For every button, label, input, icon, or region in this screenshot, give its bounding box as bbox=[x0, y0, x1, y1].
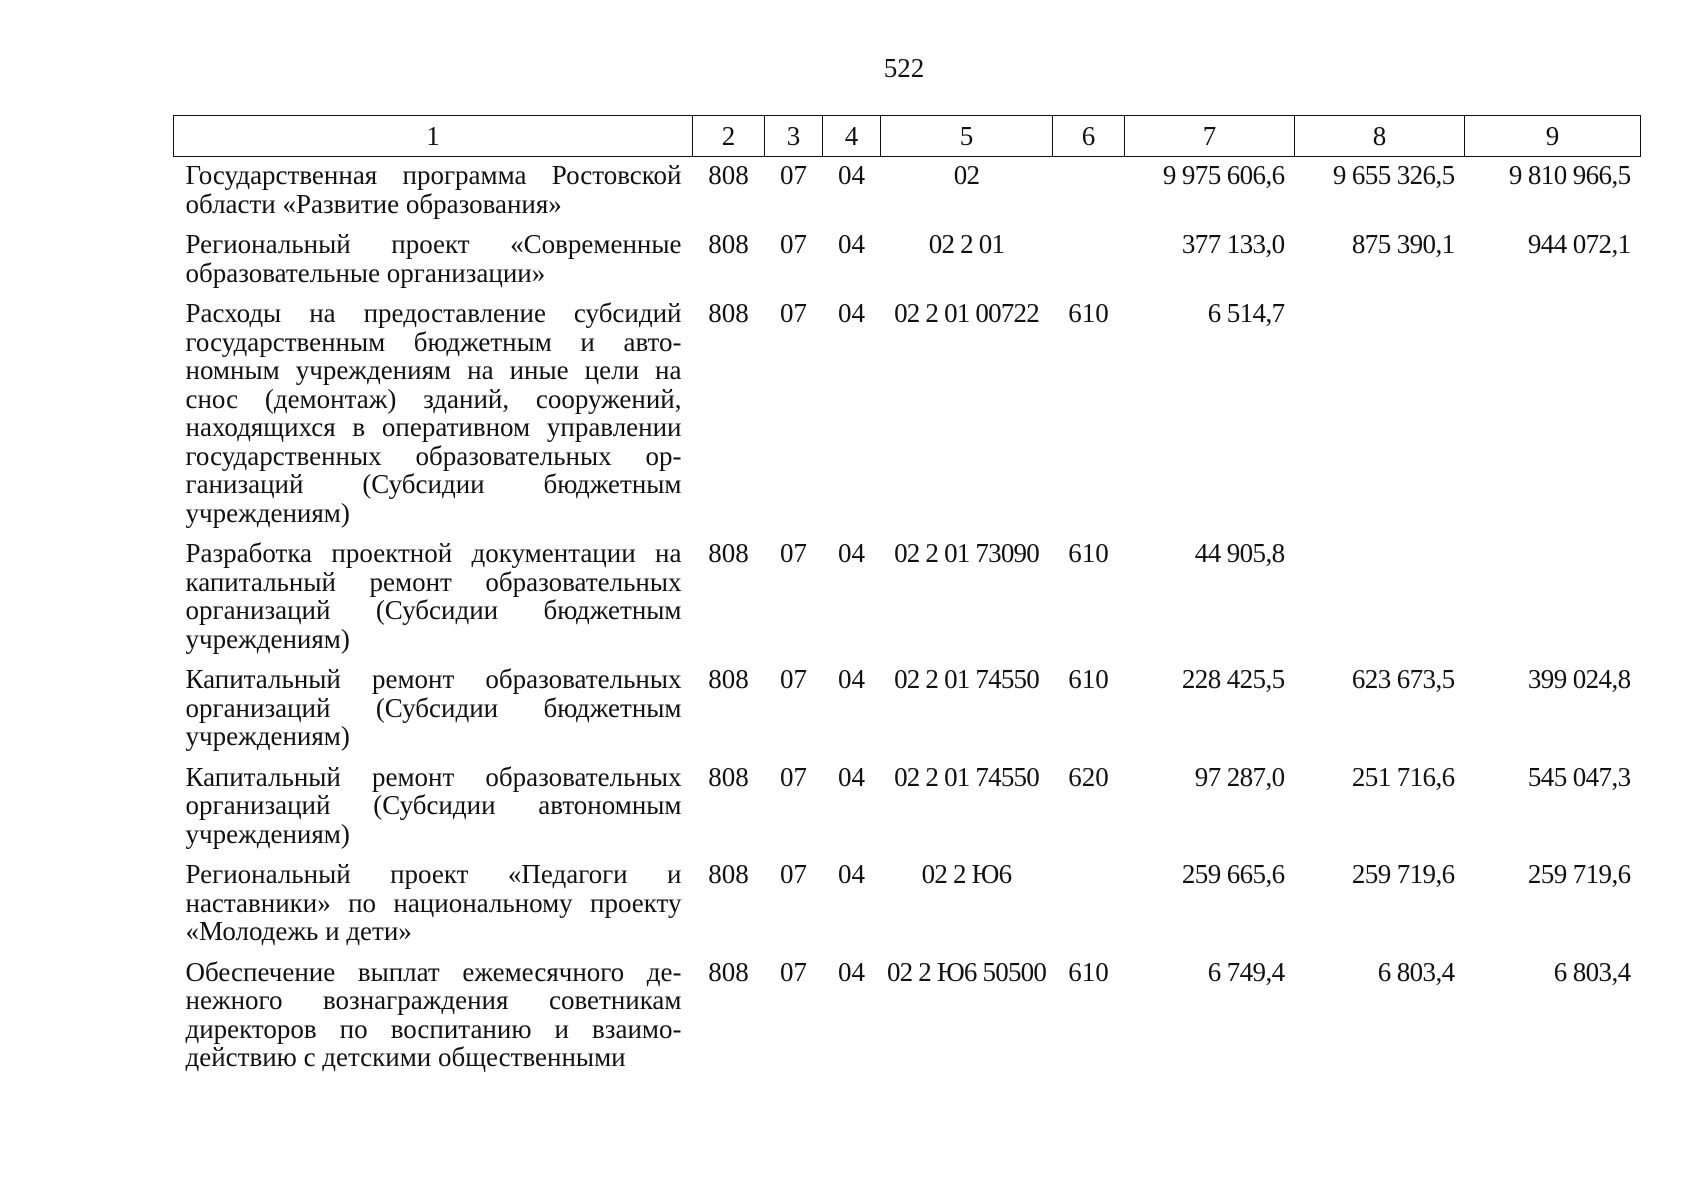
row-name: Расходы на предоставление субсидий государственным бюджетным и автономным учреждениям на иные цели на снос (демонтаж) зданий, сооружений, находящихся в оперативном управлении государственных образовательных организаций (Субсидии бюджетным учреждениям) bbox=[185, 298, 682, 528]
table-row bbox=[174, 535, 1641, 661]
amount-col-8: 251 716,6 bbox=[1351, 761, 1455, 792]
ministry-code: 808 bbox=[708, 298, 749, 328]
column-header-1: 1 bbox=[174, 116, 693, 157]
subsection-code: 04 bbox=[838, 229, 865, 259]
subsection-code: 04 bbox=[838, 538, 865, 568]
amount-col-7: 97 287,0 bbox=[1194, 761, 1285, 792]
ministry-code: 808 bbox=[708, 761, 749, 792]
amount-col-8: 6 803,4 bbox=[1377, 956, 1455, 987]
expense-type-code: 620 bbox=[1068, 761, 1109, 792]
amount-col-7: 6 514,7 bbox=[1207, 298, 1285, 328]
subsection-code: 04 bbox=[838, 859, 865, 889]
amount-col-9: 259 719,6 bbox=[1527, 859, 1631, 889]
ministry-code: 808 bbox=[708, 229, 749, 259]
target-article-code: 02 2 01 00722 bbox=[894, 298, 1039, 328]
column-header-9: 9 bbox=[1465, 116, 1641, 157]
target-article-code: 02 2 01 73090 bbox=[894, 538, 1039, 568]
table-row bbox=[174, 157, 1641, 227]
section-code: 07 bbox=[780, 956, 807, 987]
subsection-code: 04 bbox=[838, 298, 865, 328]
section-code: 07 bbox=[780, 664, 807, 694]
column-header-2: 2 bbox=[693, 116, 765, 157]
row-name: Обеспечение выплат ежемесячного денежного вознаграждения советникам директоров по воспитанию и взаимодействию с детскими общественными bbox=[185, 956, 682, 1072]
amount-col-7: 259 665,6 bbox=[1181, 859, 1285, 889]
table-body bbox=[174, 157, 1641, 1080]
table-row bbox=[174, 661, 1641, 759]
table-header bbox=[174, 116, 1641, 157]
target-article-code: 02 2 01 74550 bbox=[894, 761, 1039, 792]
amount-col-9: 944 072,1 bbox=[1527, 229, 1631, 259]
table-row bbox=[174, 295, 1641, 535]
column-header-7: 7 bbox=[1125, 116, 1295, 157]
row-name: Разработка проектной документации на капитальный ремонт образовательных организаций (Субсидии бюджетным учреждениям) bbox=[185, 538, 682, 654]
table-row bbox=[174, 954, 1641, 1080]
column-header-3: 3 bbox=[765, 116, 823, 157]
expense-type-code bbox=[1053, 856, 1125, 954]
ministry-code: 808 bbox=[708, 956, 749, 987]
row-name: Государственная программа Ростовской области «Развитие образования» bbox=[185, 160, 682, 219]
section-code: 07 bbox=[780, 298, 807, 328]
amount-col-9: 545 047,3 bbox=[1527, 761, 1631, 792]
amount-col-7: 9 975 606,6 bbox=[1162, 160, 1285, 190]
amount-col-8 bbox=[1295, 295, 1465, 535]
subsection-code: 04 bbox=[838, 956, 865, 987]
subsection-code: 04 bbox=[838, 160, 865, 190]
target-article-code: 02 2 01 74550 bbox=[894, 664, 1039, 694]
section-code: 07 bbox=[780, 229, 807, 259]
table-row bbox=[174, 856, 1641, 954]
page-number: 522 bbox=[883, 53, 925, 83]
expense-type-code: 610 bbox=[1068, 664, 1109, 694]
amount-col-8: 875 390,1 bbox=[1351, 229, 1455, 259]
column-header-5: 5 bbox=[881, 116, 1053, 157]
header-row bbox=[174, 116, 1641, 157]
column-header-8: 8 bbox=[1295, 116, 1465, 157]
row-name: Региональный проект «Педагоги и наставники» по национальному проекту «Молодежь и дети» bbox=[185, 859, 682, 946]
row-name: Региональный проект «Современные образовательные организации» bbox=[185, 229, 682, 288]
amount-col-7: 6 749,4 bbox=[1207, 956, 1285, 987]
section-code: 07 bbox=[780, 859, 807, 889]
expense-type-code: 610 bbox=[1068, 298, 1109, 328]
column-header-4: 4 bbox=[823, 116, 881, 157]
amount-col-8 bbox=[1295, 535, 1465, 661]
target-article-code: 02 2 Ю6 bbox=[921, 859, 1012, 889]
row-name: Капитальный ремонт образовательных организаций (Субсидии бюджетным учреждениям) bbox=[185, 664, 682, 751]
expense-type-code bbox=[1053, 226, 1125, 295]
table-row bbox=[174, 759, 1641, 857]
subsection-code: 04 bbox=[838, 761, 865, 792]
row-name: Капитальный ремонт образовательных организаций (Субсидии автономным учреждениям) bbox=[185, 761, 682, 849]
amount-col-9: 9 810 966,5 bbox=[1508, 160, 1631, 190]
amount-col-7: 228 425,5 bbox=[1181, 664, 1285, 694]
target-article-code: 02 2 Ю6 50500 bbox=[886, 956, 1047, 987]
target-article-code: 02 bbox=[953, 160, 980, 190]
column-header-6: 6 bbox=[1053, 116, 1125, 157]
section-code: 07 bbox=[780, 160, 807, 190]
amount-col-9: 6 803,4 bbox=[1553, 956, 1631, 987]
ministry-code: 808 bbox=[708, 538, 749, 568]
amount-col-8: 9 655 326,5 bbox=[1332, 160, 1455, 190]
ministry-code: 808 bbox=[708, 859, 749, 889]
budget-table bbox=[173, 115, 1641, 1080]
ministry-code: 808 bbox=[708, 664, 749, 694]
section-code: 07 bbox=[780, 761, 807, 792]
amount-col-9 bbox=[1465, 295, 1641, 535]
expense-type-code: 610 bbox=[1068, 538, 1109, 568]
amount-col-9 bbox=[1465, 535, 1641, 661]
expense-type-code: 610 bbox=[1068, 956, 1109, 987]
amount-col-7: 44 905,8 bbox=[1194, 538, 1285, 568]
amount-col-8: 623 673,5 bbox=[1351, 664, 1455, 694]
amount-col-9: 399 024,8 bbox=[1527, 664, 1631, 694]
amount-col-7: 377 133,0 bbox=[1181, 229, 1285, 259]
section-code: 07 bbox=[780, 538, 807, 568]
subsection-code: 04 bbox=[838, 664, 865, 694]
table-row bbox=[174, 226, 1641, 295]
amount-col-8: 259 719,6 bbox=[1351, 859, 1455, 889]
expense-type-code bbox=[1053, 157, 1125, 227]
ministry-code: 808 bbox=[708, 160, 749, 190]
target-article-code: 02 2 01 bbox=[928, 229, 1005, 259]
